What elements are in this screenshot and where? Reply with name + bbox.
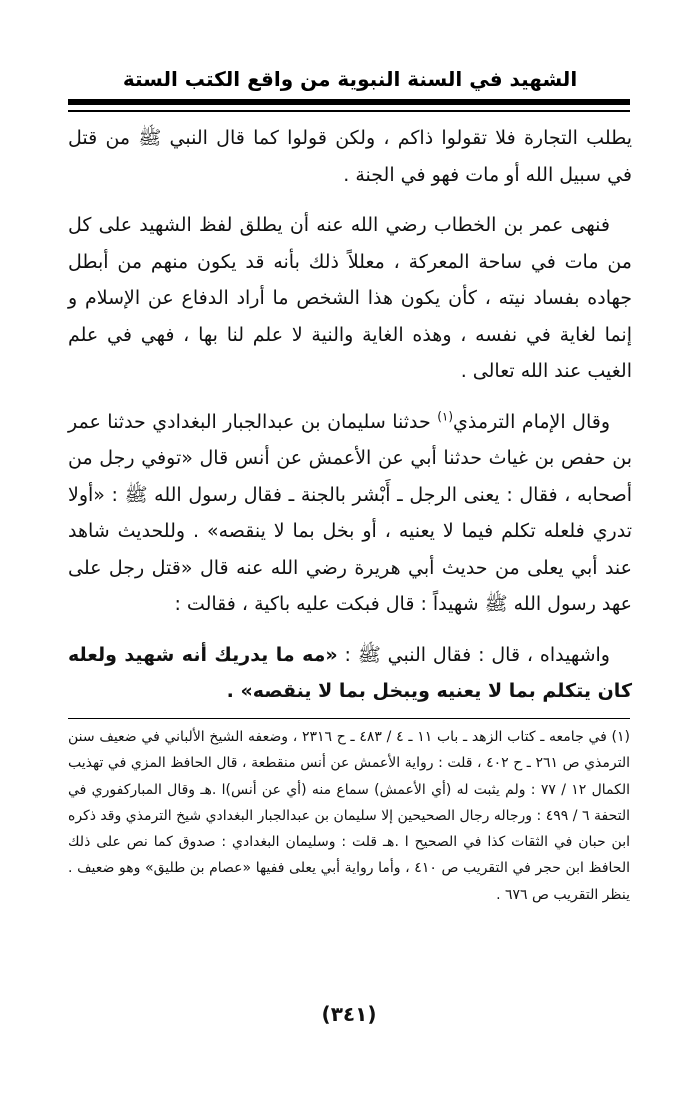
header-rule-thick <box>68 99 630 105</box>
page-number: (٣٤١) <box>321 1002 377 1026</box>
paragraph-4-quote: «مه ما يدريك أنه شهيد ولعله كان يتكلم بما لا يعنيه ويبخل بما لا ينقصه» . <box>68 643 632 702</box>
paragraph-3 <box>68 404 632 623</box>
header-rule-thin <box>68 110 630 112</box>
footnote <box>68 724 630 908</box>
paragraph-2: فنهى عمر بن الخطاب رضي الله عنه أن يطلق لفظ الشهيد على كل من مات في ساحة المعركة ، معللاً ذلك بأنه قد يكون منهم من أبطل جهاده بفساد نيته ، كأن يكون هذا الشخص ما أراد الدفاع عن الإسلام و إنما لغاية في نفسه ، وهذه الغاية والنية لا علم لنا بها ، فهي في علم الغيب عند الله تعالى . <box>68 214 632 382</box>
running-header-title: الشهيد في السنة النبوية من واقع الكتب الستة <box>122 67 578 91</box>
main-text <box>68 120 632 710</box>
footnote-text: (١) في جامعه ـ كتاب الزهد ـ باب ١١ ـ ٤ / ٤٨٣ ـ ح ٢٣١٦ ، وضعفه الشيخ الألباني في ضعيف سنن الترمذي ص ٢٦١ ـ ح ٤٠٢ ، قلت : رواية الأعمش عن أنس منقطعة ، قال الحافظ المزي في تهذيب الكمال ١٢ / ٧٧ : ولم يثبت له (أي الأعمش) سماع منه (أي عن أنس)ا .هـ وقال المباركفوري في التحفة ٦ / ٤٩٩ : ورجاله رجال الصحيحين إلا سليمان بن عبدالجبار البغدادي شيخ الترمذي وقد ذكره ابن حبان في الثقات كذا في الصحيح ا .هـ قلت : وسليمان البغدادي : صدوق كما نص على ذلك الحافظ ابن حجر في التقريب ص ٤١٠ ، وأما رواية أبي يعلى ففيها «عصام بن طليق» وهو ضعيف . ينظر التقريب ص ٦٧٦ . <box>68 729 631 903</box>
paragraph-3-start: وقال الإمام الترمذي <box>453 410 610 433</box>
paragraph-4-plain: واشهيداه ، قال : فقال النبي ﷺ : <box>337 643 610 666</box>
paragraph-3-rest: حدثنا سليمان بن عبدالجبار البغدادي حدثنا عمر بن حفص بن غياث حدثنا أبي عن الأعمش عن أنس قال «توفي رجل من أصحابه ، فقال : يعنى الرجل ـ أَبْشر بالجنة ـ فقال رسول الله ﷺ : «أولا تدري فلعله تكلم فيما لا يعنيه ، أو بخل بما لا ينقصه» . وللحديث شاهد عند أبي يعلى من حديث أبي هريرة رضي الله عنه قال «قتل رجل على عهد رسول الله ﷺ شهيداً : قال فبكت عليه باكية ، فقالت : <box>68 410 632 615</box>
footnote-divider <box>68 718 630 719</box>
paragraph-4 <box>68 637 632 710</box>
paragraph-1: يطلب التجارة فلا تقولوا ذاكم ، ولكن قولوا كما قال النبي ﷺ من قتل في سبيل الله أو مات فهو في الجنة . <box>68 127 632 186</box>
footnote-reference[interactable]: (١) <box>437 409 454 424</box>
